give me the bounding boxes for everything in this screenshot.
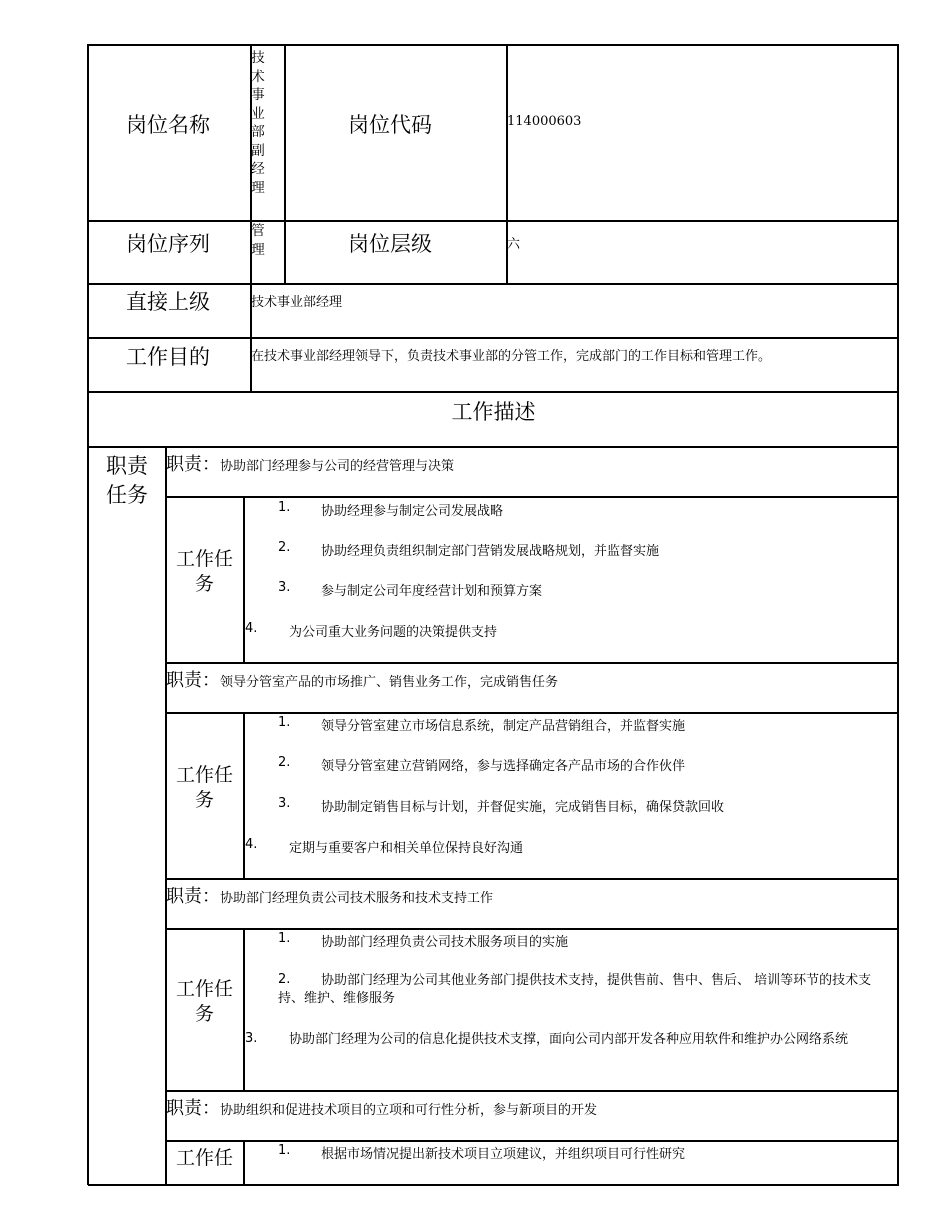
- task-text: 协助部门经理负责公司技术服务项目的实施: [321, 935, 569, 950]
- post-name-label: 岗位名称: [126, 113, 210, 137]
- task-label-line1: 工作任: [175, 548, 233, 570]
- task-num: 1.: [278, 1143, 291, 1158]
- task-num: 3.: [278, 796, 291, 811]
- task-num: 3.: [245, 1031, 258, 1046]
- duty-label: 职责：: [166, 670, 220, 691]
- duty-text: 协助部门经理负责公司技术服务和技术支持工作: [220, 891, 494, 906]
- task-label-line1: 工作任: [175, 978, 233, 1000]
- duty-label: 职责：: [166, 1098, 220, 1119]
- task-text: 协助部门经理为公司其他业务部门提供技术支持，提供售前、售中、售后、 培训等环节的技术支持、维护、维修服务: [278, 973, 872, 1006]
- task-text: 为公司重大业务问题的决策提供支持: [289, 625, 498, 640]
- task-num: 2.: [278, 540, 291, 555]
- superior-value: 技术事业部经理: [251, 295, 343, 310]
- task-text: 领导分管室建立营销网络，参与选择确定各产品市场的合作伙伴: [321, 759, 686, 774]
- task-label-line2: 务: [194, 1003, 214, 1025]
- task-label-line2: 务: [194, 789, 214, 811]
- task-num: 3.: [278, 580, 291, 595]
- purpose-value: 在技术事业部经理领导下，负责技术事业部的分管工作，完成部门的工作目标和管理工作。: [251, 349, 772, 364]
- post-level-label: 岗位层级: [348, 232, 432, 256]
- post-series-label: 岗位序列: [126, 232, 210, 256]
- post-level-value: 六: [507, 237, 521, 252]
- superior-label: 直接上级: [126, 290, 210, 314]
- task-num: 1.: [278, 715, 291, 730]
- side-label-line1: 职责: [106, 454, 148, 478]
- post-code-value: 114000603: [507, 114, 582, 129]
- duty-row: [166, 1094, 597, 1120]
- duty-text: 协助部门经理参与公司的经营管理与决策: [220, 459, 455, 474]
- task-label-line1: 工作任: [175, 1147, 233, 1169]
- task-text: 定期与重要客户和相关单位保持良好沟通: [289, 841, 524, 856]
- task-text: 协助部门经理为公司的信息化提供技术支撑，面向公司内部开发各种应用软件和维护办公网络系统: [289, 1032, 849, 1047]
- task-text: 协助制定销售目标与计划，并督促实施，完成销售目标，确保贷款回收: [321, 800, 725, 815]
- post-code-label: 岗位代码: [348, 113, 432, 137]
- duty-text: 领导分管室产品的市场推广、销售业务工作，完成销售任务: [220, 675, 559, 690]
- post-series-value: 管理: [251, 223, 265, 258]
- duty-label: 职责：: [166, 454, 220, 475]
- duty-row: [166, 450, 454, 476]
- task-text: 协助经理负责组织制定部门营销发展战略规划，并监督实施: [321, 544, 660, 559]
- task-text: 根据市场情况提出新技术项目立项建议，并组织项目可行性研究: [321, 1147, 686, 1162]
- task-num: 2.: [278, 972, 291, 987]
- side-label-line2: 任务: [106, 483, 148, 507]
- duty-row: [166, 666, 558, 692]
- purpose-label: 工作目的: [126, 345, 210, 369]
- task-label-line2: 务: [194, 573, 214, 595]
- task-num: 2.: [278, 755, 291, 770]
- post-name-value: 技术事业部副经理: [251, 50, 265, 196]
- task-num: 4.: [245, 621, 258, 636]
- task-num: 4.: [245, 837, 258, 852]
- task-text: 参与制定公司年度经营计划和预算方案: [321, 584, 543, 599]
- task-num: 1.: [278, 931, 291, 946]
- description-title: 工作描述: [451, 400, 536, 424]
- duty-label: 职责：: [166, 886, 220, 907]
- task-num: 1.: [278, 500, 291, 515]
- task-label-line1: 工作任: [175, 764, 233, 786]
- task-text: 领导分管室建立市场信息系统，制定产品营销组合，并监督实施: [321, 719, 686, 734]
- duty-text: 协助组织和促进技术项目的立项和可行性分析，参与新项目的开发: [220, 1103, 598, 1118]
- duty-row: [166, 882, 493, 908]
- task-text: 协助经理参与制定公司发展战略: [321, 504, 504, 519]
